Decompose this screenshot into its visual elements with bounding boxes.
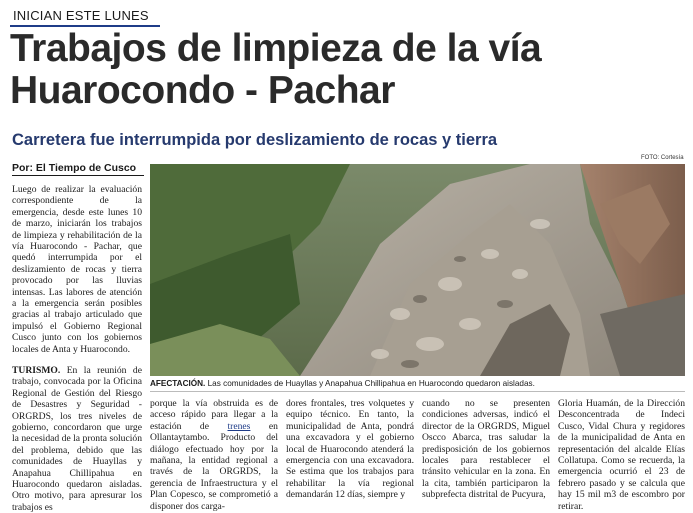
- column-1: [12, 365, 142, 513]
- byline-rule: [12, 175, 144, 176]
- column-2-text: [150, 398, 278, 512]
- trenes-link[interactable]: trenes: [227, 420, 251, 432]
- landslide-photo: [150, 164, 685, 376]
- photo-caption: [150, 379, 685, 388]
- caption-text: Las comunidades de Huayllas y Anapahua Chillipahua en Huarocondo quedaron aisladas.: [205, 379, 535, 388]
- column-1-body: En la reunión de trabajo, convocada por la Oficina Regional de Gestión del Riesgo de Desastres y Seguridad - ORGRDS, los tres niveles de gobierno, concordaron que urge la necesidad de la pronta solución del problema, debido que las comunidades de Huayllas y Anapahua Chillipahua en Huarocondo quedaron aisladas. Otro motivo, para apresurar los trabajos es: [12, 365, 142, 513]
- column-2-body-a: porque la vía obstruida es de acceso rápido para llegar a la estación de: [150, 398, 278, 432]
- column-5: [558, 398, 685, 512]
- photo-credit: FOTO: Cortesía: [641, 155, 684, 161]
- column-4: [422, 398, 550, 501]
- column-1-text: [12, 365, 142, 513]
- intro-paragraph: [12, 184, 142, 355]
- column-4-text: cuando no se presenten condiciones adversas, indicó el director de la ORGRDS, Miguel Oscco Abarca, tras saludar la predisposición de los gobiernos locales para restablecer el tránsito vehicular en la zona. En la cita, también participaron la subprefecta distrital de Pucyura,: [422, 398, 550, 501]
- column-5-text: Gloria Huamán, de la Dirección Desconcentrada de Indeci Cusco, Vidal Chura y regidores de la municipalidad de Anta en representación del alcalde Elías Collatupa. Como se recuerda, la emergencia ocurrió el 23 de febrero pasado y se calcula que hay 15 mil m3 de escombro por retirar.: [558, 398, 685, 512]
- column-2-body-b: en Ollantaytambo. Producto del diálogo efectuado hoy por la mañana, la entidad regional a través de la ORGRDS, la gerencia de Infraestructura y el Plan Copesco, se comprometió a disponer dos carga-: [150, 420, 278, 512]
- column-3: [286, 398, 414, 501]
- intro-text: Luego de realizar la evaluación correspondiente de la emergencia, desde este lunes 10 de marzo, iniciarán los trabajos de limpieza y rehabilitación de la vía Huarocondo - Pachar, que quedó interrumpida por el deslizamiento de rocas y tierra provocado por las lluvias intensas. Las labores de atención a la emergencia serán posibles gracias al trabajo articulado que impulsó el Gobierno Regional Cusco junto con los gobiernos locales de Anta y Huarocondo.: [12, 184, 142, 355]
- byline: Por: El Tiempo de Cusco: [12, 162, 137, 174]
- landslide-illustration: [150, 164, 685, 376]
- turismo-lead: TURISMO.: [12, 365, 61, 376]
- section-kicker: INICIAN ESTE LUNES: [13, 8, 149, 23]
- column-3-text: dores frontales, tres volquetes y equipo técnico. En tanto, la municipalidad de Anta, pondrá una excavadora y el gobierno local de Huarocondo atenderá la emergencia con una excavadora. Se estima que los trabajos para rehabilitar la vía regional demandarán 12 días, siempre y: [286, 398, 414, 501]
- subheadline: Carretera fue interrumpida por deslizamiento de rocas y tierra: [12, 131, 498, 149]
- column-2: [150, 398, 278, 512]
- caption-separator: [150, 391, 685, 392]
- headline: Trabajos de limpieza de la vía Huarocondo - Pachar: [10, 27, 542, 112]
- caption-label: AFECTACIÓN.: [150, 379, 206, 388]
